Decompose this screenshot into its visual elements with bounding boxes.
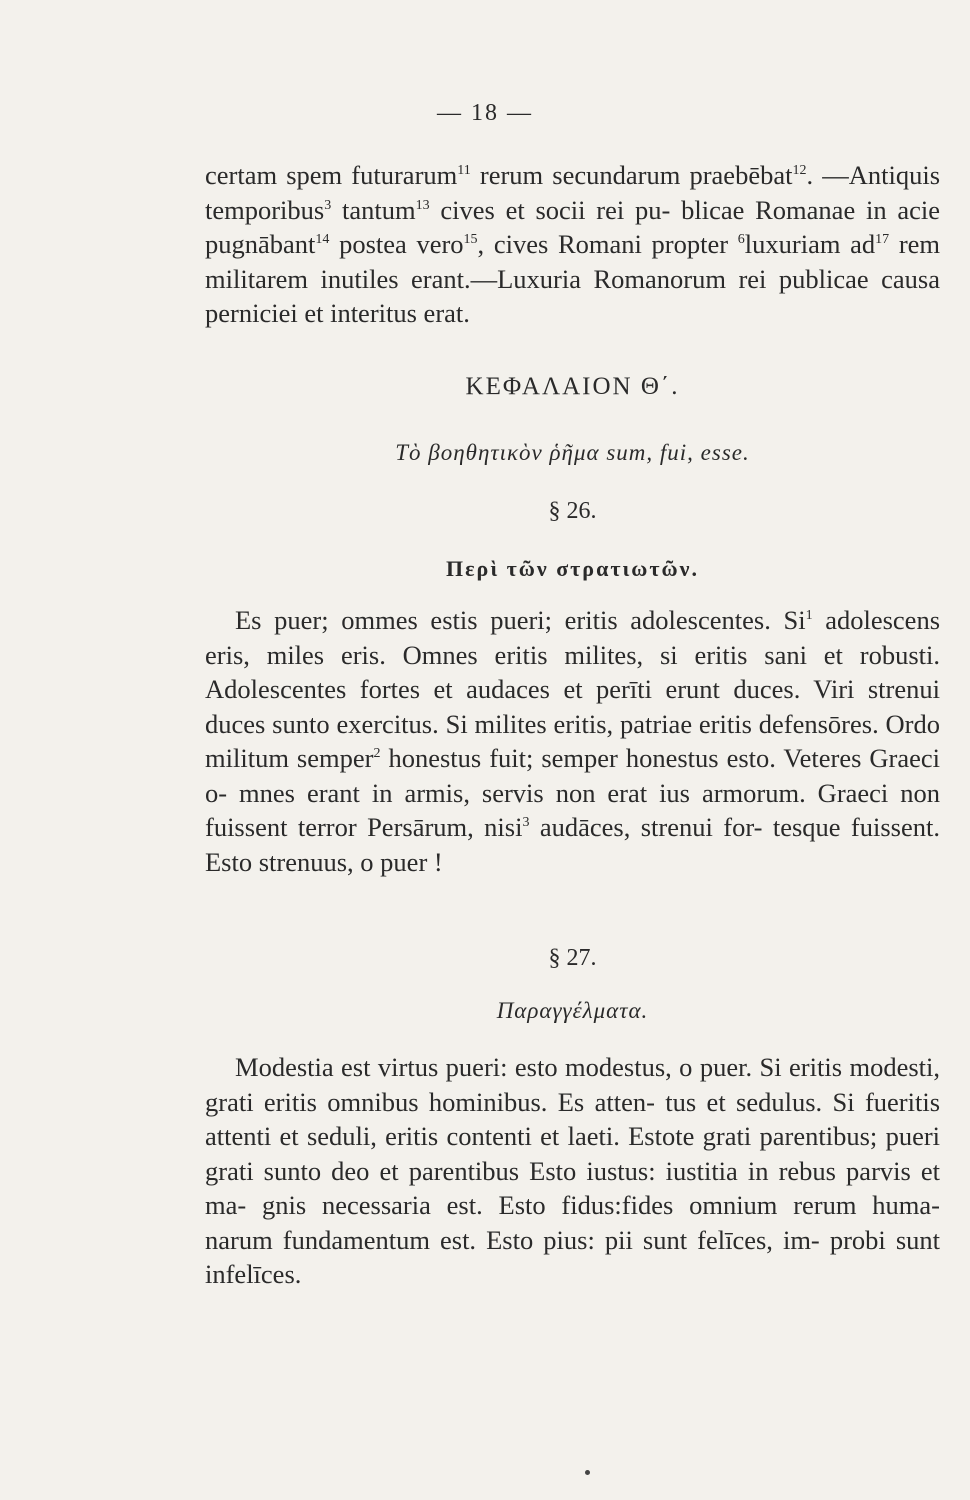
text-segment: , cives	[477, 229, 549, 259]
section-number: § 26.	[548, 498, 597, 524]
footnote-marker: 14	[315, 232, 330, 247]
footnote-marker: 11	[457, 163, 471, 178]
paragraph-text	[205, 1050, 940, 1292]
text-segment: et laeti. Estote grati parentibus; pueri grati sunto deo et	[205, 1121, 941, 1186]
text-segment: honestus fuit; semper honestus esto. Veteres Graeci o-	[205, 743, 941, 808]
paragraph-text	[205, 603, 940, 879]
chapter-subtitle: Τὸ βοηθητικὸν ῥῆμα sum, fui, esse.	[395, 440, 750, 465]
footnote-marker: 13	[415, 197, 430, 213]
section-title: Παραγγέλματα.	[496, 998, 649, 1023]
text-segment: certam spem futurarum	[205, 160, 458, 190]
text-segment: eritis, patriae eritis defensōres. Ordo militum semper	[205, 708, 941, 773]
text-segment: rerum secundarum praebēbat	[470, 160, 793, 190]
footnote-marker: 6	[737, 232, 745, 247]
text-segment: parentibus Esto iustus: iustitia in rebus parvis et ma-	[205, 1155, 941, 1220]
text-segment: tantum	[331, 194, 416, 225]
footnote-marker: 17	[875, 232, 890, 247]
chapter-heading: ΚΕΦΑΛΑΙΟΝ Θ΄.	[465, 373, 680, 400]
text-segment: cives et socii rei pu-	[429, 194, 671, 225]
text-segment: erant.—Luxuria Romanorum rei publicae causa perniciei	[205, 263, 940, 328]
text-segment: narum fundamentum est. Esto pius: pii sunt felīces, im-	[205, 1224, 820, 1255]
footnote-marker: 2	[373, 746, 381, 761]
footnote-marker: 3	[324, 197, 332, 213]
text-segment: tesque fuissent. Esto strenuus, o puer !	[205, 812, 940, 877]
footnote-marker: 1	[805, 608, 813, 623]
section-number: § 27.	[548, 945, 597, 971]
text-segment: probi sunt infelīces.	[205, 1224, 940, 1289]
text-segment: luxuriam ad	[744, 229, 876, 259]
paragraph-continuation	[205, 158, 940, 331]
text-segment: tus et sedulus. Si fueritis attenti et seduli, eritis contenti	[205, 1086, 941, 1151]
text-segment: blicae Romanae in acie pugnābant	[205, 194, 940, 259]
text-segment: sani et robusti. Adolescentes fortes et audaces et perīti	[205, 639, 940, 704]
section-26-body	[205, 603, 940, 879]
text-segment: Modestia est virtus pueri: esto modestus, o puer. Si	[235, 1052, 782, 1082]
text-segment: audāces, strenui for-	[529, 812, 763, 842]
text-segment: Es puer; ommes estis pueri; eritis adolescentes. Si	[235, 605, 806, 635]
section-27-body	[205, 1050, 940, 1292]
text-segment: non fuissent terror Persārum, nisi	[205, 777, 941, 842]
footnote-marker: 15	[463, 232, 478, 247]
text-segment: .	[806, 160, 814, 190]
footnote-marker: 12	[792, 163, 807, 178]
footnote-marker: 3	[522, 815, 530, 830]
paragraph-text	[205, 158, 940, 331]
text-segment: adolescens eris, miles eris. Omnes eritis milites, si eritis	[205, 605, 941, 670]
text-segment: Romani propter	[557, 229, 738, 259]
text-segment: gnis necessaria est. Esto fidus:fides omnium rerum huma-	[262, 1190, 940, 1220]
text-segment: eritis modesti, grati eritis omnibus hominibus. Es atten-	[205, 1052, 940, 1117]
ink-speck	[585, 1470, 590, 1475]
text-segment: postea vero	[329, 229, 464, 259]
text-segment: rem militarem inutiles	[205, 229, 941, 294]
text-segment: mnes erant in armis, servis non erat ius armorum. Graeci	[239, 777, 889, 808]
text-segment: erunt duces. Viri strenui duces sunto exercitus. Si milites	[205, 674, 940, 739]
text-segment: et interitus erat.	[304, 298, 470, 328]
section-title: Περὶ τῶν στρατιωτῶν.	[446, 556, 699, 581]
text-segment: —Antiquis temporibus	[205, 160, 941, 225]
page-number: — 18 —	[437, 100, 533, 126]
